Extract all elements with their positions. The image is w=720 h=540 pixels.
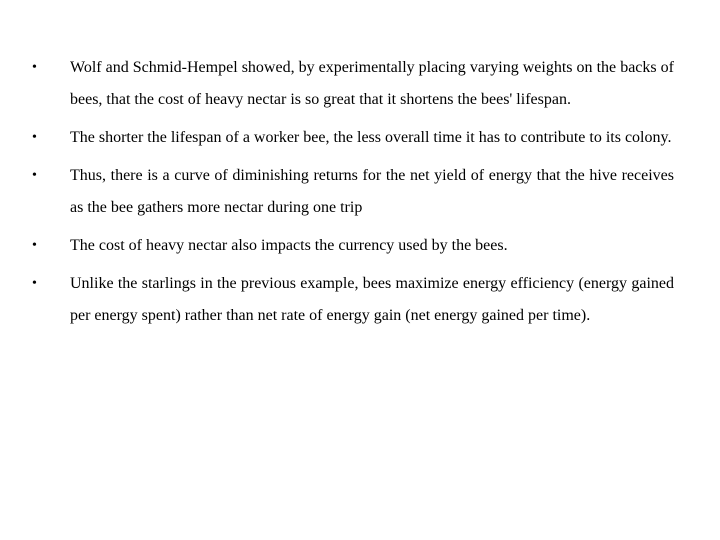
- bullet-item: [30, 122, 674, 154]
- bullet-icon: •: [32, 238, 37, 253]
- bullet-list: [30, 52, 674, 338]
- bullet-item: [30, 52, 674, 116]
- bullet-text: Thus, there is a curve of diminishing returns for the net yield of energy that the hive receives as the bee gathers more nectar during one trip: [70, 167, 674, 216]
- bullet-text: Wolf and Schmid-Hempel showed, by experimentally placing varying weights on the backs of bees, that the cost of heavy nectar is so great that it shortens the bees' lifespan.: [70, 59, 674, 108]
- bullet-icon: •: [32, 168, 37, 183]
- bullet-icon: •: [32, 276, 37, 291]
- bullet-item: [30, 268, 674, 332]
- bullet-icon: •: [32, 60, 37, 75]
- bullet-text: Unlike the starlings in the previous example, bees maximize energy efficiency (energy gained per energy spent) rather than net rate of energy gain (net energy gained per time).: [70, 275, 674, 324]
- bullet-item: [30, 160, 674, 224]
- bullet-text: The shorter the lifespan of a worker bee, the less overall time it has to contribute to its colony.: [70, 129, 672, 146]
- bullet-text: The cost of heavy nectar also impacts the currency used by the bees.: [70, 237, 508, 254]
- bullet-item: [30, 230, 674, 262]
- bullet-icon: •: [32, 130, 37, 145]
